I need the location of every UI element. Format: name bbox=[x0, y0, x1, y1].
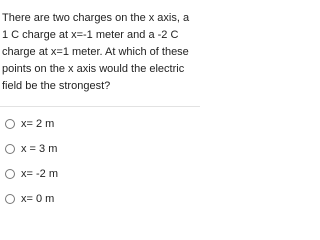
radio-button-option-2[interactable] bbox=[5, 144, 15, 154]
answer-option-label: x = 3 m bbox=[21, 143, 58, 155]
answer-option-label: x= -2 m bbox=[21, 168, 58, 180]
answer-option-4[interactable] bbox=[0, 188, 200, 210]
answer-option-3[interactable] bbox=[0, 163, 200, 185]
divider bbox=[0, 106, 200, 107]
radio-button-option-3[interactable] bbox=[5, 169, 15, 179]
answer-option-label: x= 2 m bbox=[21, 118, 55, 130]
answer-options bbox=[0, 113, 200, 213]
answer-option-1[interactable] bbox=[0, 113, 200, 135]
radio-button-option-4[interactable] bbox=[5, 194, 15, 204]
radio-button-option-1[interactable] bbox=[5, 119, 15, 129]
answer-option-2[interactable] bbox=[0, 138, 200, 160]
question-text: There are two charges on the x axis, a 1 C charge at x=-1 meter and a -2 C charge at x=1 meter. At which of these points on the x axis would the electric field be the strongest? bbox=[2, 12, 190, 92]
answer-option-label: x= 0 m bbox=[21, 193, 55, 205]
